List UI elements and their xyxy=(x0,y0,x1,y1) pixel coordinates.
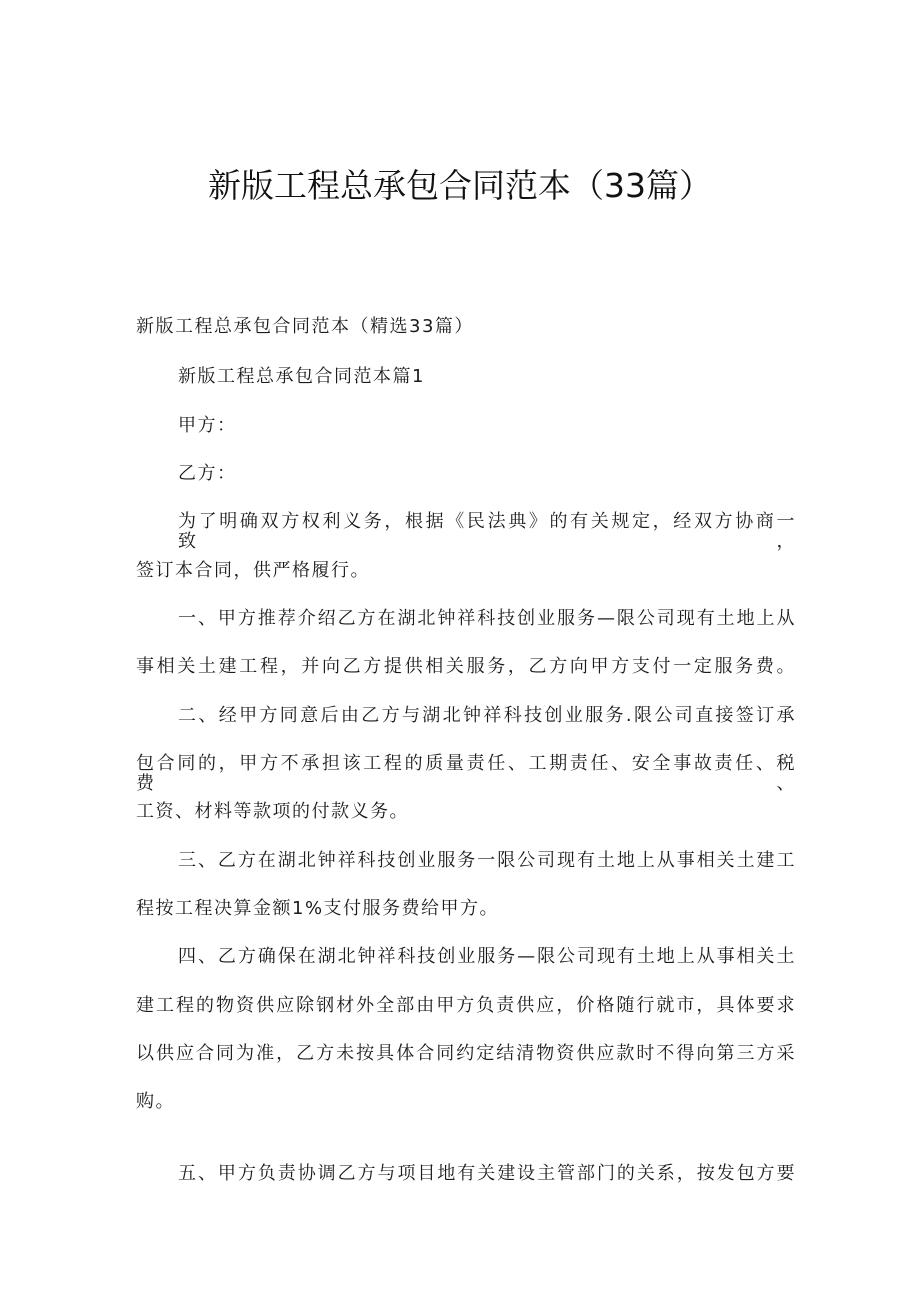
document-subtitle: 新版工程总承包合同范本（精选33篇） xyxy=(136,316,474,337)
paragraph-line: 程按工程决算金额1%支付服务费给甲方。 xyxy=(136,898,500,919)
paragraph-line: 签订本合同，供严格履行。 xyxy=(136,560,370,581)
paragraph-line: 一、甲方推荐介绍乙方在湖北钟祥科技创业服务—限公司现有土地上从 xyxy=(178,608,796,629)
paragraph-line: 四、乙方确保在湖北钟祥科技创业服务—限公司现有土地上从事相关土 xyxy=(178,946,796,967)
paragraph-line: 以供应合同为准，乙方未按具体合同约定结清物资供应款时不得向第三方采 xyxy=(136,1043,796,1064)
party-a-label: 甲方： xyxy=(178,415,237,436)
paragraph-line: 二、经甲方同意后由乙方与湖北钟祥科技创业服务.限公司直接签订承 xyxy=(178,705,796,726)
paragraph-line: 事相关土建工程，并向乙方提供相关服务，乙方向甲方支付一定服务费。 xyxy=(136,656,796,677)
paragraph-line: 包合同的，甲方不承担该工程的质量责任、工期责任、安全事故责任、税费、 xyxy=(136,753,796,794)
section-heading: 新版工程总承包合同范本篇1 xyxy=(178,366,425,387)
paragraph-line: 建工程的物资供应除钢材外全部由甲方负责供应，价格随行就市，具体要求 xyxy=(136,995,796,1016)
paragraph-line: 为了明确双方权利义务，根据《民法典》的有关规定，经双方协商一致， xyxy=(178,511,796,552)
party-b-label: 乙方： xyxy=(178,463,237,484)
paragraph-line: 五、甲方负责协调乙方与项目地有关建设主管部门的关系，按发包方要 xyxy=(178,1163,796,1184)
paragraph-line: 工资、材料等款项的付款义务。 xyxy=(136,801,409,822)
paragraph-line: 三、乙方在湖北钟祥科技创业服务一限公司现有土地上从事相关土建工 xyxy=(178,850,796,871)
document-title: 新版工程总承包合同范本（33篇） xyxy=(208,166,712,205)
paragraph-line: 购。 xyxy=(136,1091,175,1112)
